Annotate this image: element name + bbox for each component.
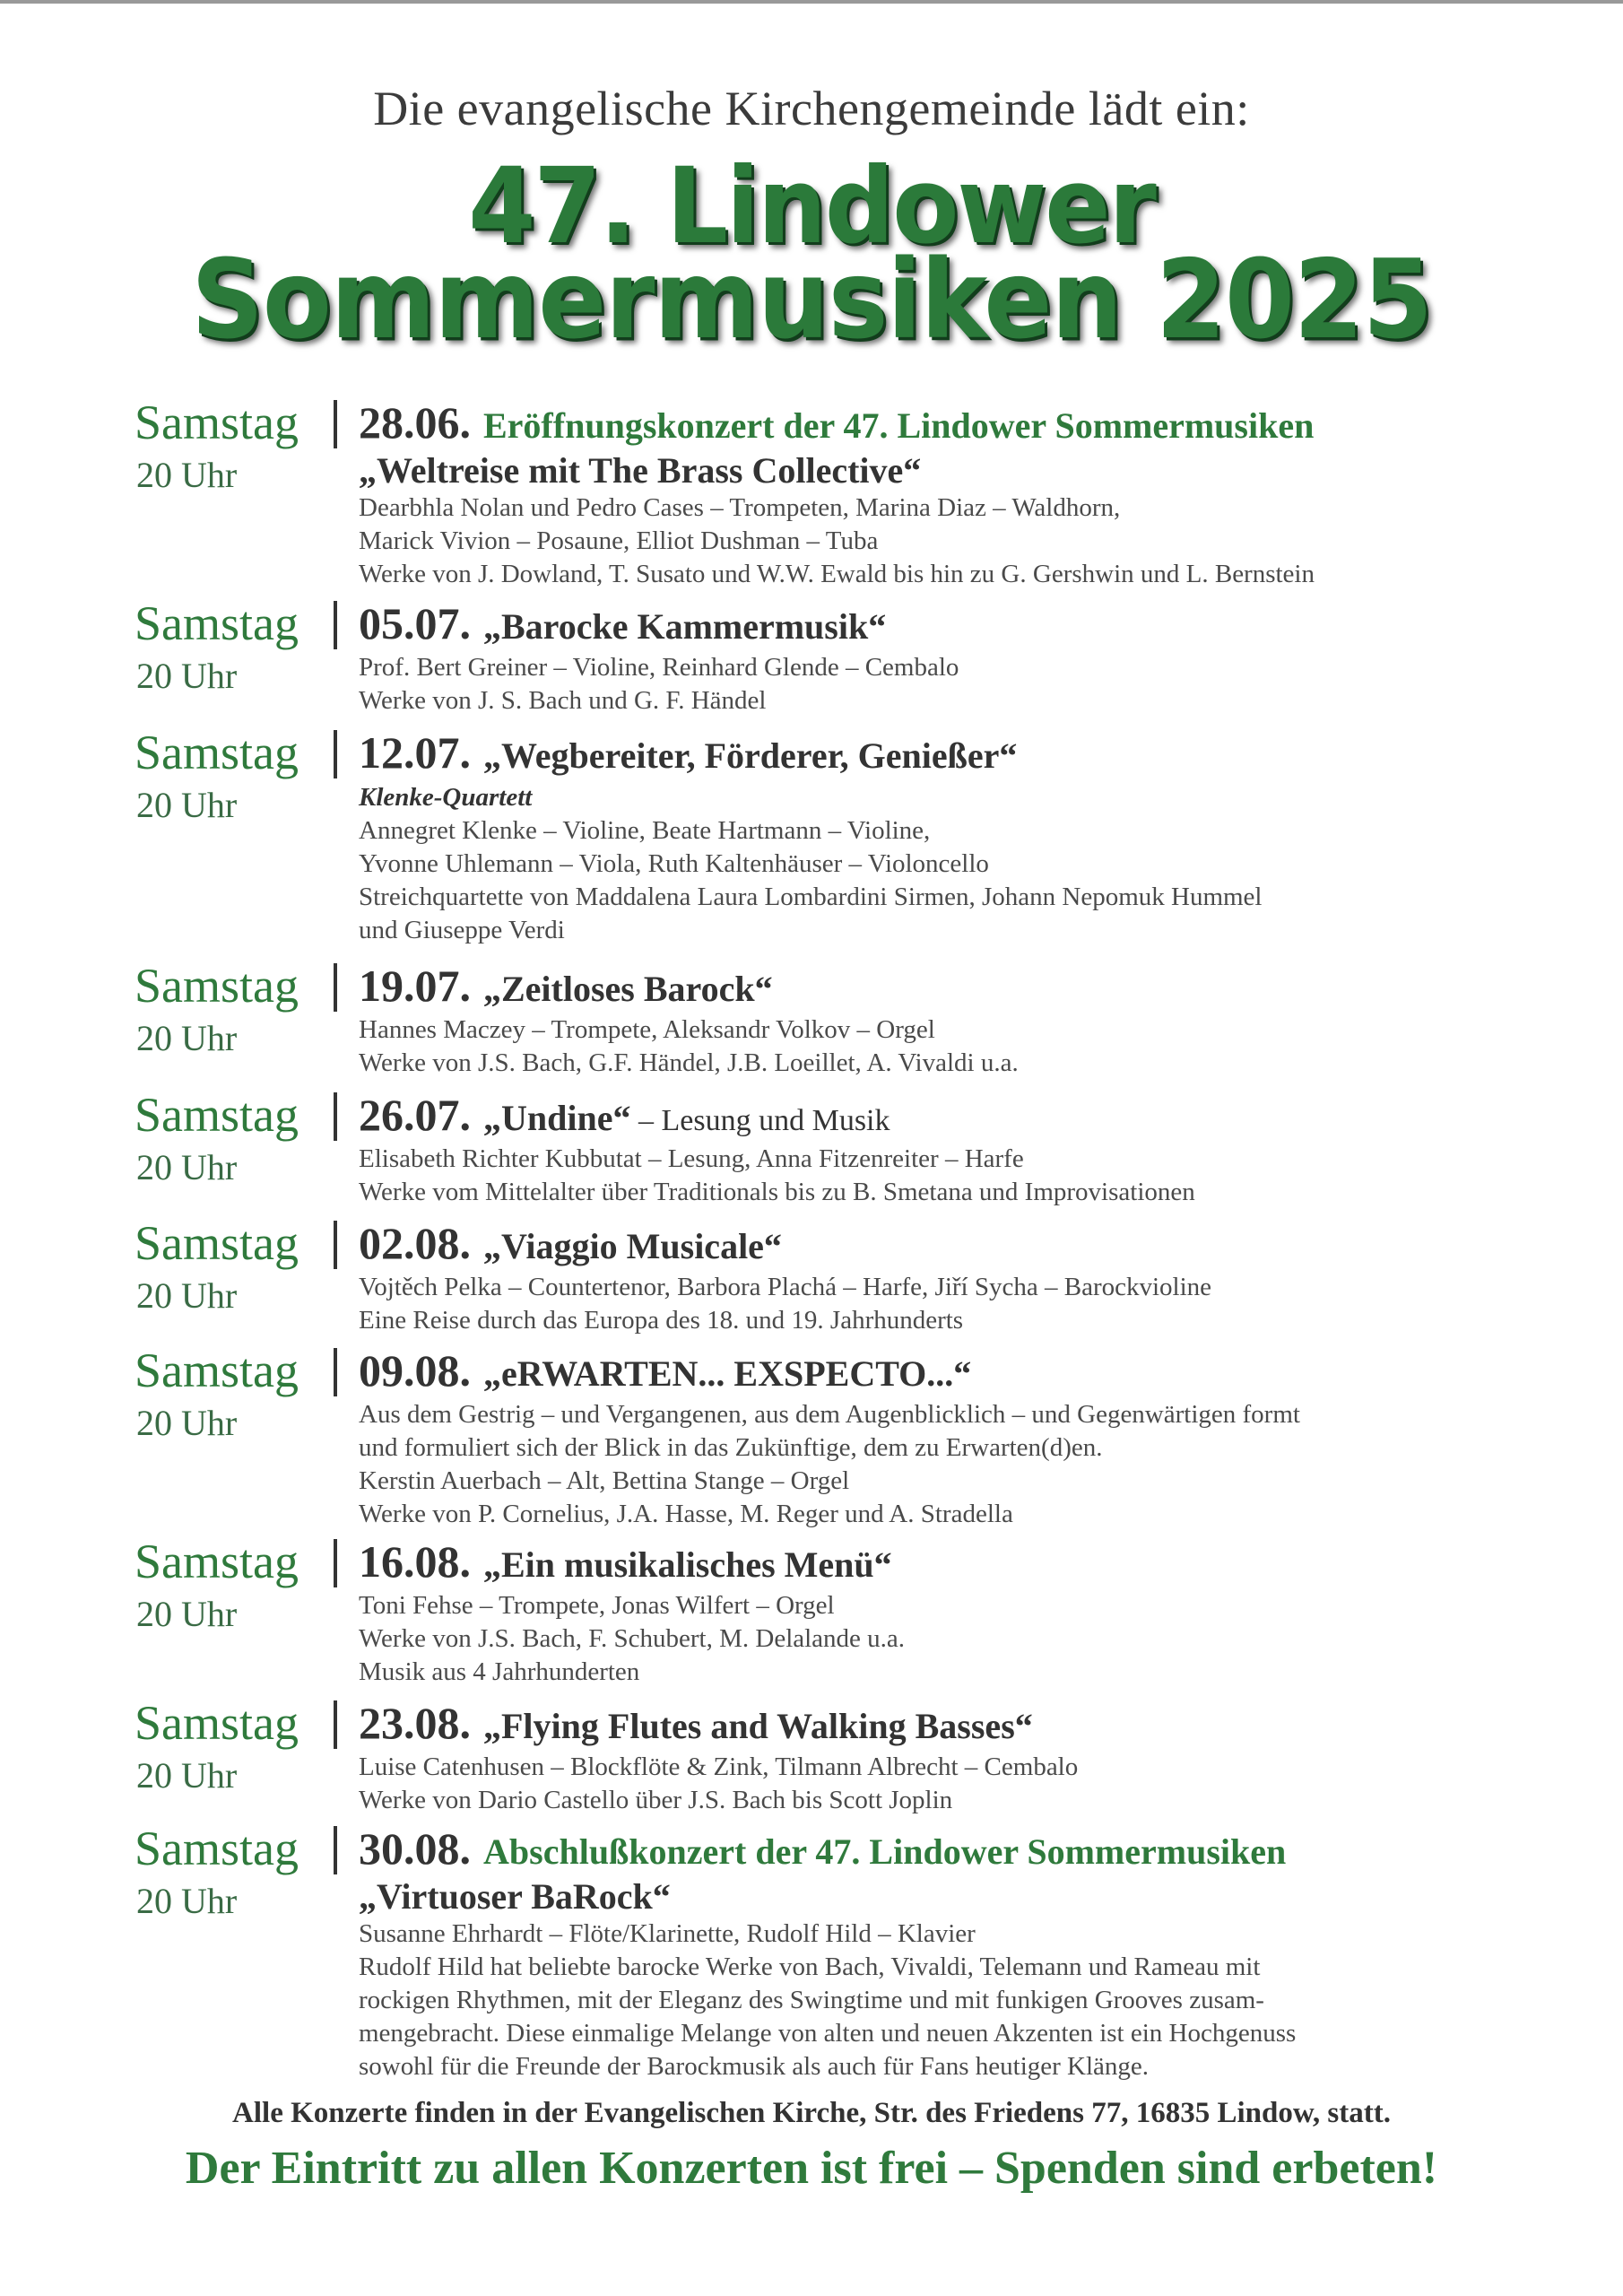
event-header xyxy=(359,1087,1524,1143)
event-header xyxy=(359,725,1524,780)
event-date: 30.08. xyxy=(359,1823,471,1874)
event-date: 26.07. xyxy=(359,1090,471,1140)
event-separator xyxy=(334,1221,337,1269)
event-day: Samstag xyxy=(135,1822,299,1875)
event-line: Streichquartette von Maddalena Laura Lombardini Sirmen, Johann Nepomuk Hummel xyxy=(359,883,1263,911)
event-title: „eRWARTEN... EXSPECTO...“ xyxy=(483,1353,972,1394)
event-separator xyxy=(334,1539,337,1587)
event-line: Hannes Maczey – Trompete, Aleksandr Volkov – Orgel xyxy=(359,1015,935,1044)
event-day: Samstag xyxy=(135,959,299,1013)
event-time: 20 Uhr xyxy=(136,455,238,495)
event-title-suffix: – Lesung und Musik xyxy=(630,1104,890,1137)
event-date: 23.08. xyxy=(359,1698,471,1748)
event-time: 20 Uhr xyxy=(136,1755,238,1796)
event-title: „Ein musikalisches Menü“ xyxy=(483,1544,892,1585)
event-date: 05.07. xyxy=(359,598,471,648)
event-line: Werke von J.S. Bach, F. Schubert, M. Delalande u.a. xyxy=(359,1624,906,1653)
event-line: Werke von J.S. Bach, G.F. Händel, J.B. Loeillet, A. Vivaldi u.a. xyxy=(359,1048,1019,1077)
event-details xyxy=(359,725,1524,947)
event-header xyxy=(359,1821,1524,1876)
event-line: Susanne Ehrhardt – Flöte/Klarinette, Rudolf Hild – Klavier xyxy=(359,1919,976,1948)
event-title: „Barocke Kammermusik“ xyxy=(483,606,887,647)
event-line: und formuliert sich der Blick in das Zukünftige, dem zu Erwarten(d)en. xyxy=(359,1433,1103,1462)
event-line: Vojtěch Pelka – Countertenor, Barbora Plachá – Harfe, Jiří Sycha – Barockvioline xyxy=(359,1273,1212,1301)
event-line: Elisabeth Richter Kubbutat – Lesung, Anna Fitzenreiter – Harfe xyxy=(359,1144,1024,1173)
event-details xyxy=(359,958,1524,1080)
event-separator xyxy=(334,963,337,1012)
event-separator xyxy=(334,1826,337,1874)
event-line: Werke von J. S. Bach und G. F. Händel xyxy=(359,686,767,715)
event-line: Werke von J. Dowland, T. Susato und W.W. Ewald bis hin zu G. Gershwin und L. Bernstein xyxy=(359,560,1315,588)
intro-text: Die evangelische Kirchengemeinde lädt ein: xyxy=(373,82,1250,135)
event-day: Samstag xyxy=(135,396,299,449)
event-line: mengebracht. Diese einmalige Melange von alten und neuen Akzenten ist ein Hochgenuss xyxy=(359,2019,1297,2048)
event-time: 20 Uhr xyxy=(136,1594,238,1634)
event-separator xyxy=(334,730,337,778)
event-title: „Zeitloses Barock“ xyxy=(483,969,773,1009)
event-header xyxy=(359,1343,1524,1398)
event-header xyxy=(359,596,1524,651)
festival-title-line1: 47. Lindower xyxy=(468,146,1155,267)
event-separator xyxy=(334,400,337,448)
event-day: Samstag xyxy=(135,1088,299,1142)
event-details xyxy=(359,1215,1524,1337)
event-title: „Wegbereiter, Förderer, Genießer“ xyxy=(483,735,1018,776)
event-header xyxy=(359,395,1524,450)
event-date: 12.07. xyxy=(359,727,471,778)
event-title: „Undine“ xyxy=(483,1098,631,1138)
event-time: 20 Uhr xyxy=(136,1147,238,1187)
event-line: Werke von Dario Castello über J.S. Bach bis Scott Joplin xyxy=(359,1786,953,1814)
event-date: 16.08. xyxy=(359,1536,471,1587)
event-details xyxy=(359,1695,1524,1817)
event-line: Prof. Bert Greiner – Violine, Reinhard Glende – Cembalo xyxy=(359,653,959,682)
event-title: „Flying Flutes and Walking Basses“ xyxy=(483,1706,1033,1746)
event-line: Eine Reise durch das Europa des 18. und 19. Jahrhunderts xyxy=(359,1306,964,1335)
event-header xyxy=(359,1215,1524,1271)
event-line: Musik aus 4 Jahrhunderten xyxy=(359,1657,640,1686)
festival-title-line2: Sommermusiken 2025 xyxy=(191,237,1432,364)
event-line: Rudolf Hild hat beliebte barocke Werke von Bach, Vivaldi, Telemann und Rameau mit xyxy=(359,1952,1261,1981)
event-time: 20 Uhr xyxy=(136,1275,238,1316)
event-day: Samstag xyxy=(135,596,299,650)
event-day: Samstag xyxy=(135,1535,299,1588)
event-day: Samstag xyxy=(135,726,299,779)
event-line: und Giuseppe Verdi xyxy=(359,916,565,944)
event-subtitle: „Weltreise mit The Brass Collective“ xyxy=(359,450,922,491)
event-details xyxy=(359,596,1524,718)
event-time: 20 Uhr xyxy=(136,1403,238,1443)
event-day: Samstag xyxy=(135,1696,299,1750)
event-header xyxy=(359,958,1524,1013)
event-details xyxy=(359,1821,1524,2083)
event-day: Samstag xyxy=(135,1216,299,1270)
event-line: Werke von P. Cornelius, J.A. Hasse, M. Reger und A. Stradella xyxy=(359,1500,1013,1528)
event-line: Annegret Klenke – Violine, Beate Hartmann – Violine, xyxy=(359,816,931,845)
event-title: Abschlußkonzert der 47. Lindower Sommermusiken xyxy=(483,1831,1287,1872)
event-line: Aus dem Gestrig – und Vergangenen, aus dem Augenblicklich – und Gegenwärtigen formt xyxy=(359,1400,1300,1429)
event-title: „Viaggio Musicale“ xyxy=(483,1226,782,1266)
event-separator xyxy=(334,1092,337,1141)
event-line: Dearbhla Nolan und Pedro Cases – Trompeten, Marina Diaz – Waldhorn, xyxy=(359,493,1121,522)
event-line: sowohl für die Freunde der Barockmusik als auch für Fans heutiger Klänge. xyxy=(359,2052,1150,2081)
event-line: Kerstin Auerbach – Alt, Bettina Stange – Orgel xyxy=(359,1466,850,1495)
event-details xyxy=(359,1534,1524,1689)
event-header xyxy=(359,1695,1524,1751)
event-date: 28.06. xyxy=(359,397,471,448)
event-separator xyxy=(334,1348,337,1396)
event-time: 20 Uhr xyxy=(136,1018,238,1058)
event-subtitle: „Virtuoser BaRock“ xyxy=(359,1876,671,1917)
event-time: 20 Uhr xyxy=(136,785,238,825)
event-day: Samstag xyxy=(135,1344,299,1397)
event-date: 02.08. xyxy=(359,1218,471,1268)
event-time: 20 Uhr xyxy=(136,656,238,696)
scan-edge-line xyxy=(0,0,1623,4)
event-separator xyxy=(334,601,337,649)
event-separator xyxy=(334,1700,337,1749)
event-header xyxy=(359,1534,1524,1589)
event-line: Toni Fehse – Trompete, Jonas Wilfert – Orgel xyxy=(359,1591,835,1620)
event-date: 19.07. xyxy=(359,961,471,1011)
event-line: Yvonne Uhlemann – Viola, Ruth Kaltenhäuser – Violoncello xyxy=(359,849,989,878)
event-date: 09.08. xyxy=(359,1345,471,1396)
footer-location: Alle Konzerte finden in der Evangelischen Kirche, Str. des Friedens 77, 16835 Lindow, statt. xyxy=(232,2097,1391,2129)
event-details xyxy=(359,1343,1524,1531)
event-line: Luise Catenhusen – Blockflöte & Zink, Tilmann Albrecht – Cembalo xyxy=(359,1752,1079,1781)
event-title: Eröffnungskonzert der 47. Lindower Sommermusiken xyxy=(483,405,1315,446)
footer-admission: Der Eintritt zu allen Konzerten ist frei – Spenden sind erbeten! xyxy=(185,2143,1438,2194)
event-line: rockigen Rhythmen, mit der Eleganz des Swingtime und mit funkigen Grooves zusam- xyxy=(359,1986,1264,2014)
event-time: 20 Uhr xyxy=(136,1881,238,1921)
event-line: Marick Vivion – Posaune, Elliot Dushman – Tuba xyxy=(359,526,879,555)
event-details xyxy=(359,1087,1524,1209)
event-line: Werke vom Mittelalter über Traditionals bis zu B. Smetana und Improvisationen xyxy=(359,1178,1195,1206)
event-ensemble: Klenke-Quartett xyxy=(359,783,533,812)
event-details xyxy=(359,395,1524,591)
